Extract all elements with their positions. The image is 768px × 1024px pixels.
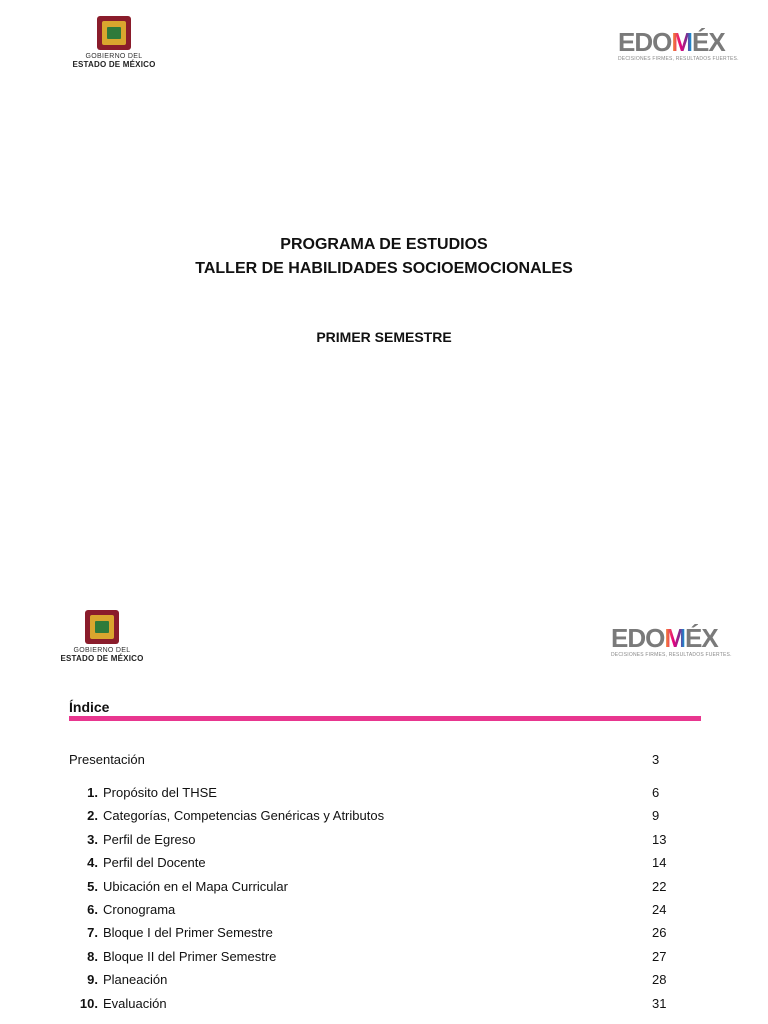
toc-entry-page: 31	[652, 996, 667, 1011]
workshop-title: TALLER DE HABILIDADES SOCIOEMOCIONALES	[195, 260, 573, 277]
toc-entry-label: Cronograma	[103, 902, 176, 917]
edomex-wordmark: EDOMÉX	[611, 623, 718, 653]
toc-entry-page: 22	[652, 879, 667, 894]
toc-entry-page: 9	[652, 808, 660, 823]
edomex-logo	[618, 29, 739, 62]
gov-logo-line2: ESTADO DE MÉXICO	[60, 654, 144, 663]
toc-entry[interactable]	[0, 949, 768, 969]
toc-entry-page: 26	[652, 925, 667, 940]
toc-entry-label: Presentación	[69, 752, 145, 767]
program-title: PROGRAMA DE ESTUDIOS	[280, 236, 488, 253]
toc-entry-label: Bloque II del Primer Semestre	[103, 949, 277, 964]
toc-entry[interactable]	[0, 832, 768, 852]
toc-entry-page: 24	[652, 902, 667, 917]
toc-entry-page: 27	[652, 949, 667, 964]
toc-entry-label: Evaluación	[103, 996, 167, 1011]
gov-logo-line1: GOBIERNO DEL	[85, 53, 143, 60]
toc-entry-number: 9.	[87, 972, 98, 987]
edomex-wordmark: EDOMÉX	[618, 27, 725, 57]
toc-entry-number: 3.	[87, 832, 98, 847]
edomex-tagline: DECISIONES FIRMES, RESULTADOS FUERTES.	[618, 56, 739, 62]
toc-entry-label: Perfil del Docente	[103, 855, 206, 870]
toc-entry-number: 4.	[87, 855, 98, 870]
toc-entry-label: Planeación	[103, 972, 168, 987]
toc-entry-page: 14	[652, 855, 667, 870]
gov-logo-line2: ESTADO DE MÉXICO	[72, 60, 156, 69]
state-seal-icon	[97, 16, 131, 50]
toc-entry-label: Propósito del THSE	[103, 785, 217, 800]
toc-entry[interactable]	[0, 855, 768, 875]
toc-entry[interactable]	[0, 996, 768, 1016]
toc-entry-label: Ubicación en el Mapa Curricular	[103, 879, 288, 894]
index-divider	[69, 716, 701, 721]
edomex-tagline: DECISIONES FIRMES, RESULTADOS FUERTES.	[611, 652, 732, 658]
toc-entry-label: Categorías, Competencias Genéricas y Atributos	[103, 808, 385, 823]
index-page	[0, 600, 768, 1024]
edomex-logo	[611, 625, 732, 658]
toc-entry[interactable]	[0, 902, 768, 922]
toc-entry[interactable]	[0, 808, 768, 828]
state-seal-icon	[85, 610, 119, 644]
toc-entry[interactable]	[0, 925, 768, 945]
toc-entry[interactable]	[0, 785, 768, 805]
toc-entry[interactable]	[0, 972, 768, 992]
toc-entry-number: 1.	[87, 785, 98, 800]
semester-title: PRIMER SEMESTRE	[316, 329, 452, 345]
gov-logo-line1: GOBIERNO DEL	[73, 647, 131, 654]
toc-entry-number: 7.	[87, 925, 98, 940]
toc-entry-presentation[interactable]	[0, 752, 768, 772]
toc-entry-number: 6.	[87, 902, 98, 917]
toc-entry-page: 13	[652, 832, 667, 847]
government-logo	[52, 610, 152, 663]
toc-entry-number: 2.	[87, 808, 98, 823]
toc-entry-label: Perfil de Egreso	[103, 832, 196, 847]
toc-entry-number: 10.	[79, 996, 98, 1011]
toc-entry-page: 6	[652, 785, 660, 800]
toc-entry-label: Bloque I del Primer Semestre	[103, 925, 273, 940]
toc-entry-number: 8.	[87, 949, 98, 964]
toc-entry[interactable]	[0, 879, 768, 899]
toc-entry-number: 5.	[87, 879, 98, 894]
index-heading: Índice	[69, 699, 110, 715]
government-logo	[64, 16, 164, 69]
toc-entry-page: 3	[652, 752, 660, 767]
toc-entry-page: 28	[652, 972, 667, 987]
